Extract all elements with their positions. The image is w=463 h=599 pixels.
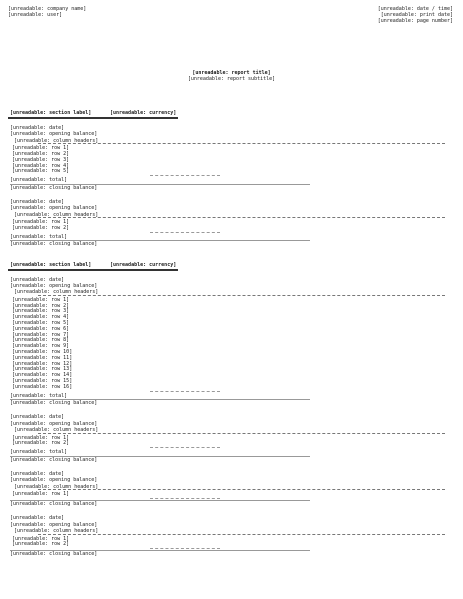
opening-balance: [unreadable: opening balance] <box>10 521 98 528</box>
block-total: [unreadable: total] <box>10 177 68 184</box>
header-page-number: [unreadable: page number] <box>377 18 453 24</box>
table-row <box>12 440 449 446</box>
totals-rule <box>150 232 220 233</box>
header-left <box>8 6 86 18</box>
block-date: [unreadable: date] <box>10 125 65 131</box>
table-cell: [unreadable: row 16] <box>12 383 73 390</box>
closing-balance: [unreadable: closing balance] <box>10 241 98 248</box>
table-cell: [unreadable: row 5] <box>12 168 70 175</box>
header-rule <box>38 143 445 144</box>
column-headers: [unreadable: column headers] <box>14 289 99 296</box>
table-cell: [unreadable: row 1] <box>12 434 70 441</box>
header-datetime: [unreadable: date / time] <box>377 6 453 12</box>
table-row <box>12 541 449 547</box>
block-total: [unreadable: total] <box>10 233 68 240</box>
table-cell: [unreadable: row 8] <box>12 337 70 344</box>
table-cell: [unreadable: row 10] <box>12 349 73 355</box>
closing-balance: [unreadable: closing balance] <box>10 551 98 558</box>
table-cell: [unreadable: row 13] <box>12 366 73 373</box>
header-print-date: [unreadable: print date] <box>380 12 453 18</box>
table-cell: [unreadable: row 2] <box>12 541 70 548</box>
section-currency: [unreadable: currency] <box>110 261 177 268</box>
opening-balance: [unreadable: opening balance] <box>10 283 98 289</box>
column-headers: [unreadable: column headers] <box>14 211 99 218</box>
table-cell: [unreadable: row 2] <box>12 151 70 157</box>
totals-rule <box>150 447 220 448</box>
closing-balance: [unreadable: closing balance] <box>10 501 98 507</box>
block-date: [unreadable: date] <box>10 199 65 205</box>
section-label: [unreadable: section label] <box>10 261 92 268</box>
opening-balance: [unreadable: opening balance] <box>10 477 98 484</box>
table-cell: [unreadable: row 2] <box>12 302 70 309</box>
report-subtitle: [unreadable: report subtitle] <box>187 76 276 82</box>
table-row <box>12 491 449 497</box>
table-cell: [unreadable: row 14] <box>12 372 73 379</box>
column-headers: [unreadable: column headers] <box>14 137 99 144</box>
totals-rule <box>150 391 220 392</box>
table-cell: [unreadable: row 1] <box>12 491 70 498</box>
opening-balance: [unreadable: opening balance] <box>10 420 98 427</box>
totals-rule <box>150 498 220 499</box>
table-cell: [unreadable: row 11] <box>12 354 73 361</box>
section-divider <box>8 117 178 119</box>
table-cell: [unreadable: row 3] <box>12 308 70 315</box>
block-date: [unreadable: date] <box>10 414 65 421</box>
table-cell: [unreadable: row 2] <box>12 440 70 447</box>
table-cell: [unreadable: row 12] <box>12 360 73 367</box>
column-headers: [unreadable: column headers] <box>14 427 99 434</box>
block-date: [unreadable: date] <box>10 471 65 477</box>
header-rule <box>38 489 445 490</box>
table-cell: [unreadable: row 15] <box>12 378 73 384</box>
opening-balance: [unreadable: opening balance] <box>10 131 98 138</box>
block-total: [unreadable: total] <box>10 392 68 399</box>
header-rule <box>38 433 445 434</box>
table-cell: [unreadable: row 1] <box>12 535 70 542</box>
header-rule <box>38 217 445 218</box>
closing-balance: [unreadable: closing balance] <box>10 456 98 463</box>
totals-rule <box>150 548 220 549</box>
header-user: [unreadable: user] <box>8 12 63 18</box>
table-cell: [unreadable: row 1] <box>12 145 70 152</box>
header-rule <box>38 295 445 296</box>
column-headers: [unreadable: column headers] <box>14 483 99 490</box>
block-total: [unreadable: total] <box>10 449 68 456</box>
table-cell: [unreadable: row 3] <box>12 156 70 163</box>
table-row <box>12 384 449 390</box>
table-cell: [unreadable: row 1] <box>12 219 70 226</box>
table-row <box>12 225 449 231</box>
report-title: [unreadable: report title] [unreadable: report subtitle] <box>0 70 463 82</box>
table-cell: [unreadable: row 6] <box>12 325 70 332</box>
table-cell: [unreadable: row 4] <box>12 314 70 321</box>
closing-balance: [unreadable: closing balance] <box>10 184 98 191</box>
section-divider <box>8 269 178 271</box>
table-cell: [unreadable: row 7] <box>12 331 70 338</box>
header-company: [unreadable: company name] <box>8 6 87 12</box>
table-cell: [unreadable: row 5] <box>12 320 70 326</box>
closing-balance: [unreadable: closing balance] <box>10 400 98 406</box>
table-cell: [unreadable: row 2] <box>12 225 70 231</box>
table-row <box>12 168 449 174</box>
section-currency: [unreadable: currency] <box>110 110 177 116</box>
column-headers: [unreadable: column headers] <box>14 528 99 535</box>
header-right <box>378 6 453 24</box>
block-date: [unreadable: date] <box>10 515 65 522</box>
table-cell: [unreadable: row 4] <box>12 162 70 169</box>
opening-balance: [unreadable: opening balance] <box>10 205 98 212</box>
section-label: [unreadable: section label] <box>10 110 92 116</box>
block-date: [unreadable: date] <box>10 276 65 283</box>
header-rule <box>38 534 445 535</box>
table-cell: [unreadable: row 9] <box>12 343 70 350</box>
table-cell: [unreadable: row 1] <box>12 296 70 303</box>
totals-rule <box>150 175 220 176</box>
